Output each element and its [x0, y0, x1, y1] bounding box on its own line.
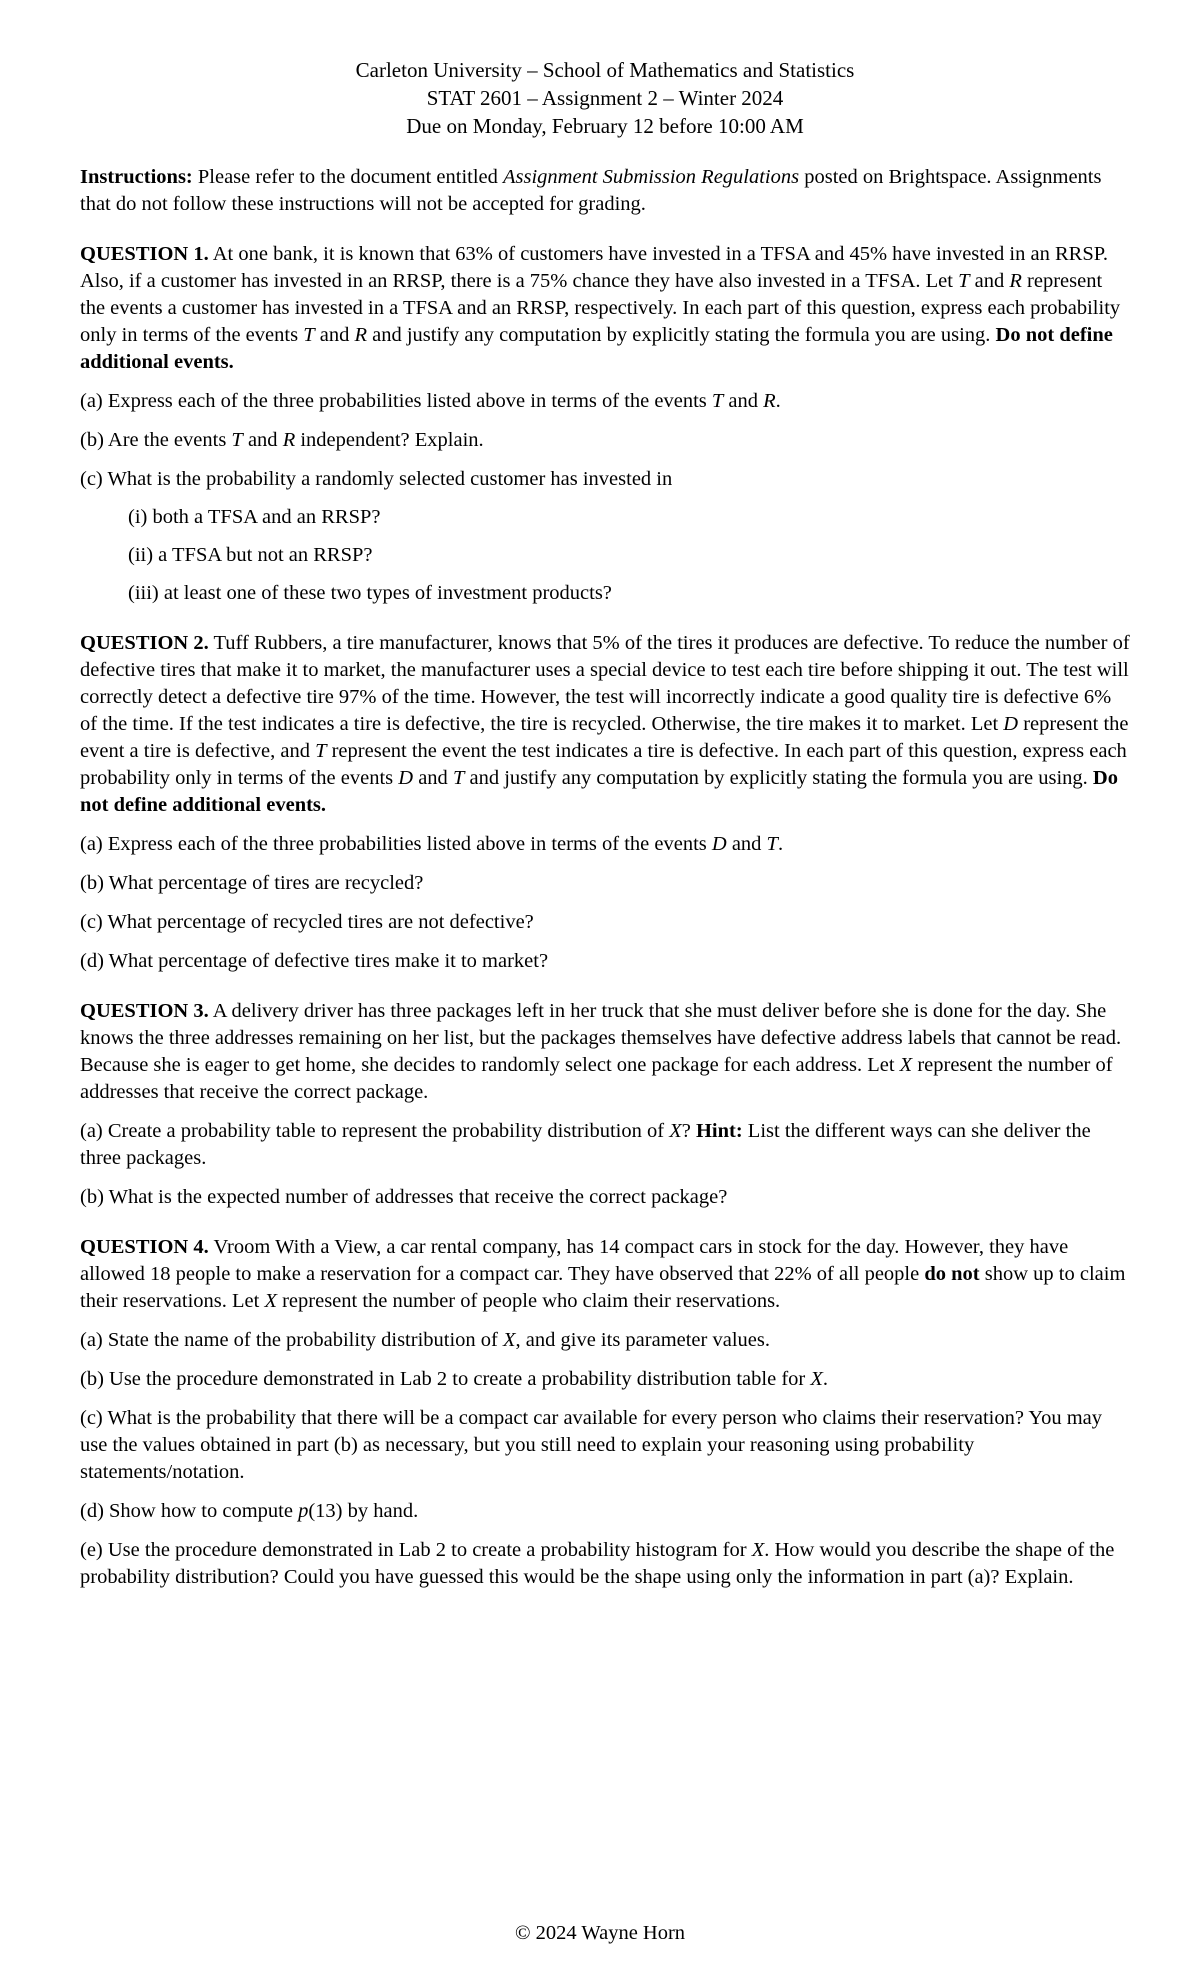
question-2-part-c: (c) What percentage of recycled tires are not defective?	[80, 911, 534, 933]
instructions-section	[80, 164, 1130, 218]
assignment-page	[80, 56, 1130, 1591]
header-course: STAT 2601 – Assignment 2 – Winter 2024	[426, 86, 784, 110]
instructions-label: Instructions:	[80, 166, 193, 188]
question-4-part-b: (b) Use the procedure demonstrated in Lab 2 to create a probability distribution table for X.	[80, 1368, 829, 1390]
question-1-stem: QUESTION 1. At one bank, it is known that 63% of customers have invested in a TFSA and 45% have invested in an RRSP. Also, if a customer has invested in an RRSP, there is a 75% chance they have also invested in a TFSA. Let T and R represent the events a customer has invested in a TFSA and an RRSP, respectively. In each part of this question, express each probability only in terms of the events T and R and justify any computation by explicitly stating the formula you are using. Do not define additional events.	[80, 243, 1121, 373]
question-3-stem: QUESTION 3. A delivery driver has three packages left in her truck that she must deliver before she is done for the day. She knows the three addresses remaining on her list, but the packages themselves have defective address labels that cannot be read. Because she is eager to get home, she decides to randomly select one package for each address. Let X represent the number of addresses that receive the correct package.	[80, 1000, 1122, 1103]
question-1	[80, 241, 1130, 607]
question-1-part-c-ii: (ii) a TFSA but not an RRSP?	[128, 544, 373, 566]
question-1-label: QUESTION 1.	[80, 243, 209, 265]
question-3-part-b: (b) What is the expected number of addresses that receive the correct package?	[80, 1186, 728, 1208]
question-1-part-c-iii: (iii) at least one of these two types of investment products?	[128, 582, 612, 604]
question-4-part-d: (d) Show how to compute p(13) by hand.	[80, 1500, 419, 1522]
header-university: Carleton University – School of Mathematics and Statistics	[355, 58, 855, 82]
instructions-paragraph: Instructions: Please refer to the document entitled Assignment Submission Regulations posted on Brightspace. Assignments that do not follow these instructions will not be accepted for grading.	[80, 166, 1102, 215]
question-4	[80, 1234, 1130, 1591]
question-4-label: QUESTION 4.	[80, 1236, 209, 1258]
regulations-doc-title: Assignment Submission Regulations	[503, 166, 800, 188]
header-due-date: Due on Monday, February 12 before 10:00 AM	[406, 114, 804, 138]
question-1-part-b: (b) Are the events T and R independent? Explain.	[80, 429, 484, 451]
question-4-part-a: (a) State the name of the probability distribution of X, and give its parameter values.	[80, 1329, 770, 1351]
question-3-part-a: (a) Create a probability table to represent the probability distribution of X? Hint: List the different ways can she deliver the three packages.	[80, 1120, 1091, 1169]
question-4-part-c: (c) What is the probability that there will be a compact car available for every person who claims their reservation? You may use the values obtained in part (b) as necessary, but you still need to explain your reasoning using probability statements/notation.	[80, 1407, 1102, 1483]
question-1-part-c: (c) What is the probability a randomly selected customer has invested in	[80, 468, 673, 490]
question-4-stem: QUESTION 4. Vroom With a View, a car rental company, has 14 compact cars in stock for the day. However, they have allowed 18 people to make a reservation for a compact car. They have observed that 22% of all people do not show up to claim their reservations. Let X represent the number of people who claim their reservations.	[80, 1236, 1126, 1312]
question-1-part-c-i: (i) both a TFSA and an RRSP?	[128, 506, 381, 528]
question-2-stem: QUESTION 2. Tuff Rubbers, a tire manufacturer, knows that 5% of the tires it produces are defective. To reduce the number of defective tires that make it to market, the manufacturer uses a special device to test each tire before shipping it out. The test will correctly detect a defective tire 97% of the time. However, the test will incorrectly indicate a good quality tire is defective 6% of the time. If the test indicates a tire is defective, the tire is recycled. Otherwise, the tire makes it to market. Let D represent the event a tire is defective, and T represent the event the test indicates a tire is defective. In each part of this question, express each probability only in terms of the events D and T and justify any computation by explicitly stating the formula you are using. Do not define additional events.	[80, 632, 1130, 816]
question-3-label: QUESTION 3.	[80, 1000, 209, 1022]
question-2-part-d: (d) What percentage of defective tires make it to market?	[80, 950, 549, 972]
question-4-part-e: (e) Use the procedure demonstrated in Lab 2 to create a probability histogram for X. How would you describe the shape of the probability distribution? Could you have guessed this would be the shape using only the information in part (a)? Explain.	[80, 1539, 1115, 1588]
question-3	[80, 998, 1130, 1211]
question-1-part-a: (a) Express each of the three probabilities listed above in terms of the events T and R.	[80, 390, 781, 412]
question-2	[80, 630, 1130, 975]
question-2-label: QUESTION 2.	[80, 632, 209, 654]
question-2-part-b: (b) What percentage of tires are recycled?	[80, 872, 424, 894]
question-2-part-a: (a) Express each of the three probabilities listed above in terms of the events D and T.	[80, 833, 784, 855]
copyright-footer: © 2024 Wayne Horn	[514, 1922, 686, 1944]
document-header	[80, 56, 1130, 140]
